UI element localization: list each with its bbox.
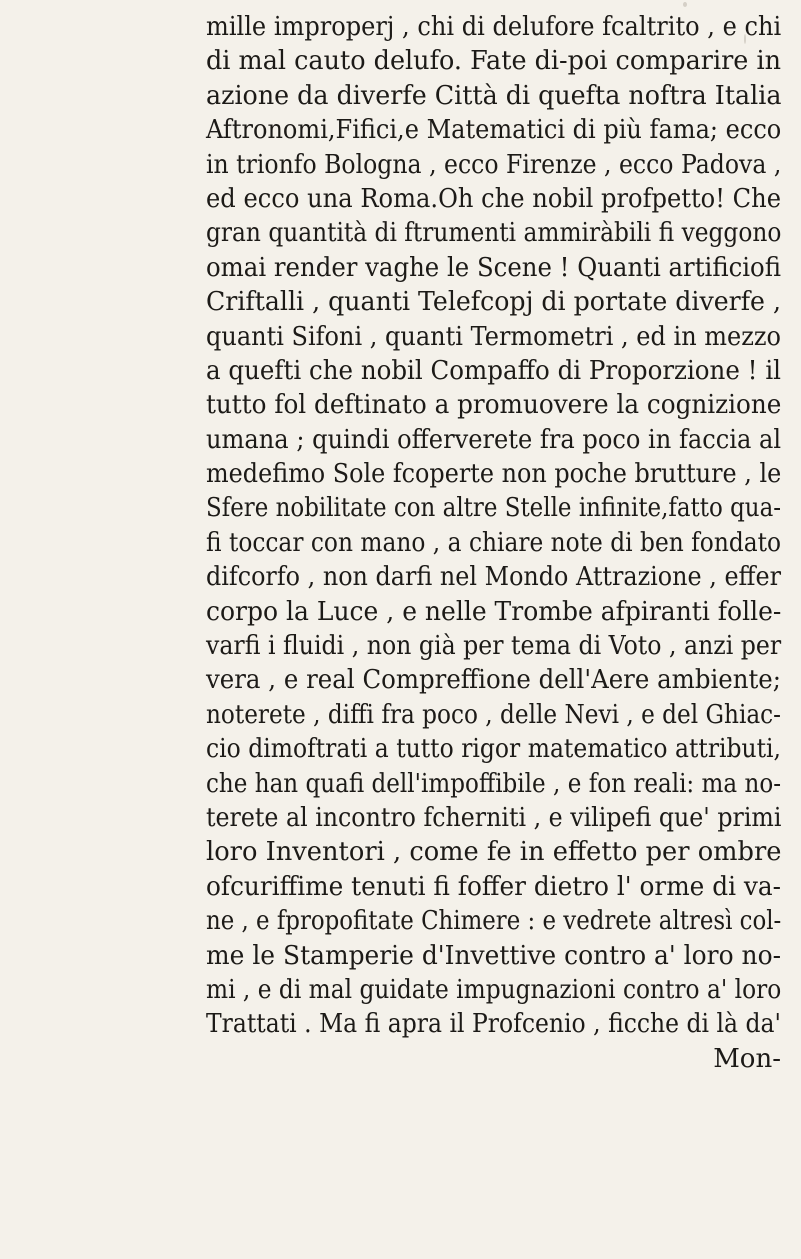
text-line: terete al incontro fcherniti , e vilipefi que' primi <box>206 802 782 833</box>
text-line: umana ; quindi offerverete fra poco in faccia al <box>206 424 782 455</box>
text-line: cio dimoftrati a tutto rigor matematico attributi, <box>206 734 781 765</box>
text-line: Sfere nobilitate con altre Stelle infinite,fatto qua- <box>206 493 781 524</box>
text-line: in trionfo Bologna , ecco Firenze , ecco Padova , <box>206 149 782 180</box>
page-text <box>206 10 781 1076</box>
text-line: tutto fol deftinato a promuovere la cognizione <box>206 390 782 421</box>
text-line: varfi i fluidi , non già per tema di Voto , anzi per <box>206 631 782 662</box>
text-line: azione da diverfe Città di quefta noftra Italia <box>206 80 782 111</box>
text-line: omai render vaghe le Scene ! Quanti artificiofi <box>206 252 781 283</box>
text-line: che han quafi dell'impoffibile , e fon reali: ma no- <box>206 768 781 799</box>
text-line: fi toccar con mano , a chiare note di ben fondato <box>206 527 781 558</box>
catchword: Mon- <box>713 1043 781 1074</box>
ink-speck <box>683 2 687 7</box>
text-line: medefimo Sole fcoperte non poche brutture , le <box>206 459 782 490</box>
text-line: loro Inventori , come fe in effetto per ombre <box>206 837 782 868</box>
text-line: gran quantità di ftrumenti ammiràbili fi veggono <box>206 218 782 249</box>
text-line: ofcuriffime tenuti fi foffer dietro l' orme di va- <box>206 871 781 902</box>
text-line: mi , e di mal guidate impugnazioni contro a' loro <box>206 974 782 1005</box>
text-line: me le Stamperie d'Invettive contro a' loro no- <box>206 940 781 971</box>
text-line: di mal cauto delufo. Fate di-poi comparire in <box>206 46 781 77</box>
text-line: Aftronomi,Fifici,e Matematici di più fama; ecco <box>206 115 782 146</box>
text-line: mille improperj , chi di delufore fcaltrito , e chi <box>206 12 782 42</box>
text-line: vera , e real Compreffione dell'Aere ambiente; <box>206 665 781 696</box>
text-line: difcorfo , non darfi nel Mondo Attrazione , effer <box>206 562 781 593</box>
text-line: corpo la Luce , e nelle Trombe afpiranti folle- <box>206 596 782 627</box>
text-line: Criftalli , quanti Telefcopj di portate diverfe , <box>206 287 781 318</box>
text-line: noterete , diffi fra poco , delle Nevi , e del Ghiac- <box>206 699 781 730</box>
text-line: ne , e fpropofitate Chimere : e vedrete altresì col- <box>206 906 782 937</box>
text-line: Trattati . Ma fi apra il Profcenio , ficche di là da' <box>206 1009 781 1040</box>
text-line: quanti Sifoni , quanti Termometri , ed in mezzo <box>206 321 781 352</box>
text-line: a quefti che nobil Compaffo di Proporzione ! il <box>206 355 781 386</box>
text-line: ed ecco una Roma.Oh che nobil profpetto! Che <box>206 183 781 214</box>
